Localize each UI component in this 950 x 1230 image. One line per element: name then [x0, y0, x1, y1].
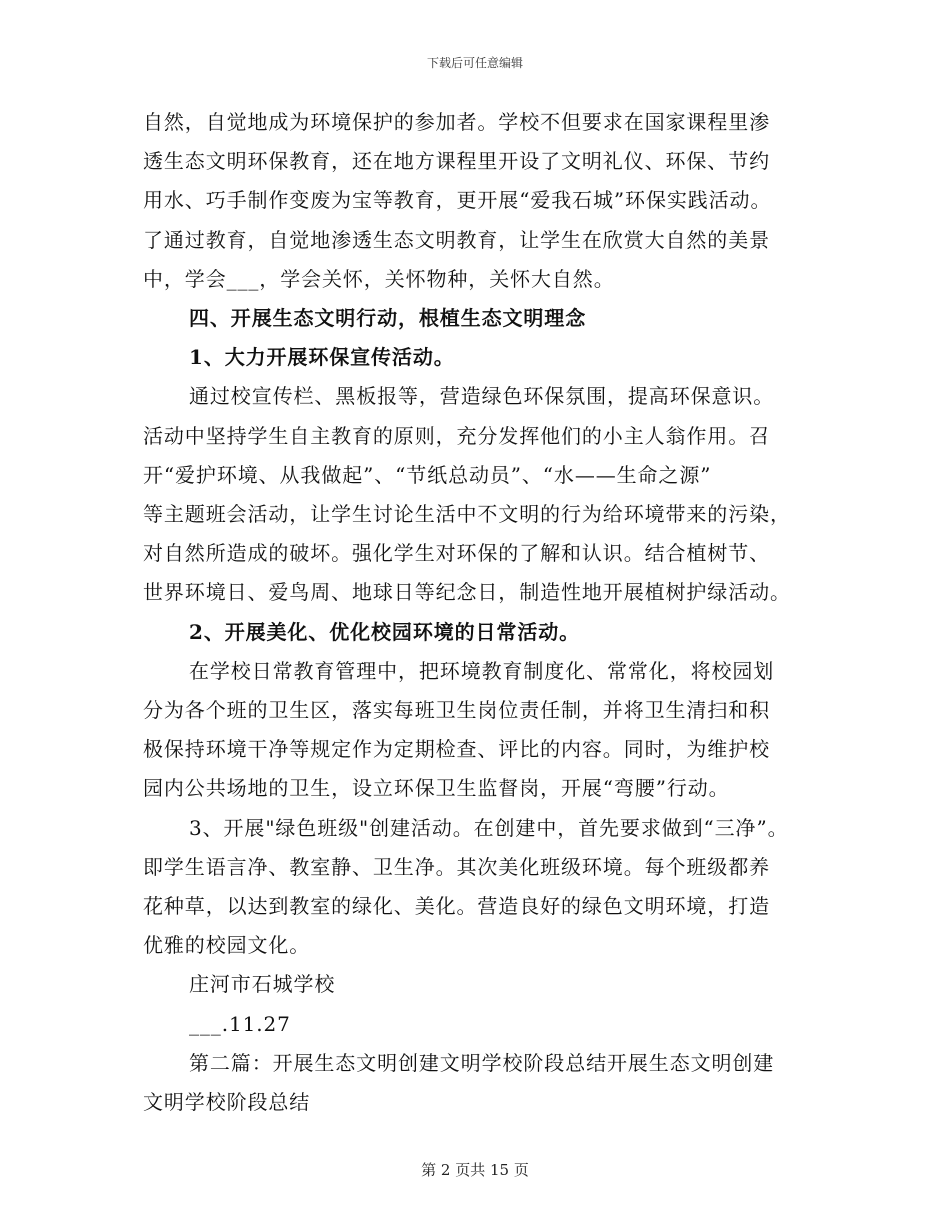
document-body [143, 103, 818, 1122]
subsection-heading: 1、大力开展环保宣传活动。 [189, 345, 455, 370]
page-header: 下载后可任意编辑 [426, 56, 523, 70]
body-line: 极保持环境干净等规定作为定期检查、评比的内容。同时，为维护校 [143, 737, 770, 762]
section-heading: 四、开展生态文明行动，根植生态文明理念 [189, 306, 587, 331]
body-line: 3、开展"绿色班级"创建活动。在创建中，首先要求做到“三净”。 [189, 815, 789, 840]
body-line: 通过校宣传栏、黑板报等，营造绿色环保氛围，提高环保意识。 [189, 384, 775, 409]
body-line: 园内公共场地的卫生，设立环保卫生监督岗，开展“弯腰”行动。 [143, 776, 730, 801]
body-line: 优雅的校园文化。 [143, 933, 311, 958]
body-line: 用水、巧手制作变废为宝等教育，更开展“爱我石城”环保实践活动。 [143, 188, 772, 213]
body-line: 花种草，以达到教室的绿化、美化。营造良好的绿色文明环境，打造 [143, 894, 770, 919]
body-line: 自然，自觉地成为环境保护的参加者。学校不但要求在国家课程里渗 [143, 110, 770, 134]
body-line: 在学校日常教育管理中，把环境教育制度化、常常化，将校园划 [189, 658, 775, 683]
body-line: 对自然所造成的破坏。强化学生对环保的了解和认识。结合植树节、 [143, 541, 770, 566]
body-line: 中，学会___，学会关怀，关怀物种，关怀大自然。 [143, 266, 615, 291]
body-line: 了通过教育，自觉地渗透生态文明教育，让学生在欣赏大自然的美景 [143, 227, 770, 252]
subsection-heading: 2、开展美化、优化校园环境的日常活动。 [189, 619, 581, 644]
page-number: 第 2 页共 15 页 [421, 1161, 529, 1179]
body-line: 活动中坚持学生自主教育的原则，充分发挥他们的小主人翁作用。召 [143, 423, 770, 448]
body-line: 等主题班会活动，让学生讨论生活中不文明的行为给环境带来的污染， [143, 502, 791, 527]
chapter-title-continued: 文明学校阶段总结 [143, 1090, 311, 1115]
body-line: 分为各个班的卫生区，落实每班卫生岗位责任制，并将卫生清扫和积 [143, 698, 770, 723]
body-line: 世界环境日、爱鸟周、地球日等纪念日，制造性地开展植树护绿活动。 [143, 580, 791, 605]
body-line: 透生态文明环保教育，还在地方课程里开设了文明礼仪、环保、节约 [143, 149, 770, 174]
body-line: 开“爱护环境、从我做起”、“节纸总动员”、“水——生命之源” [143, 462, 712, 487]
body-line: 即学生语言净、教室静、卫生净。其次美化班级环境。每个班级都养 [143, 854, 770, 879]
document-date: ___.11.27 [189, 1011, 291, 1036]
school-name: 庄河市石城学校 [189, 972, 336, 997]
chapter-title: 第二篇：开展生态文明创建文明学校阶段总结开展生态文明创建 [189, 1050, 775, 1075]
